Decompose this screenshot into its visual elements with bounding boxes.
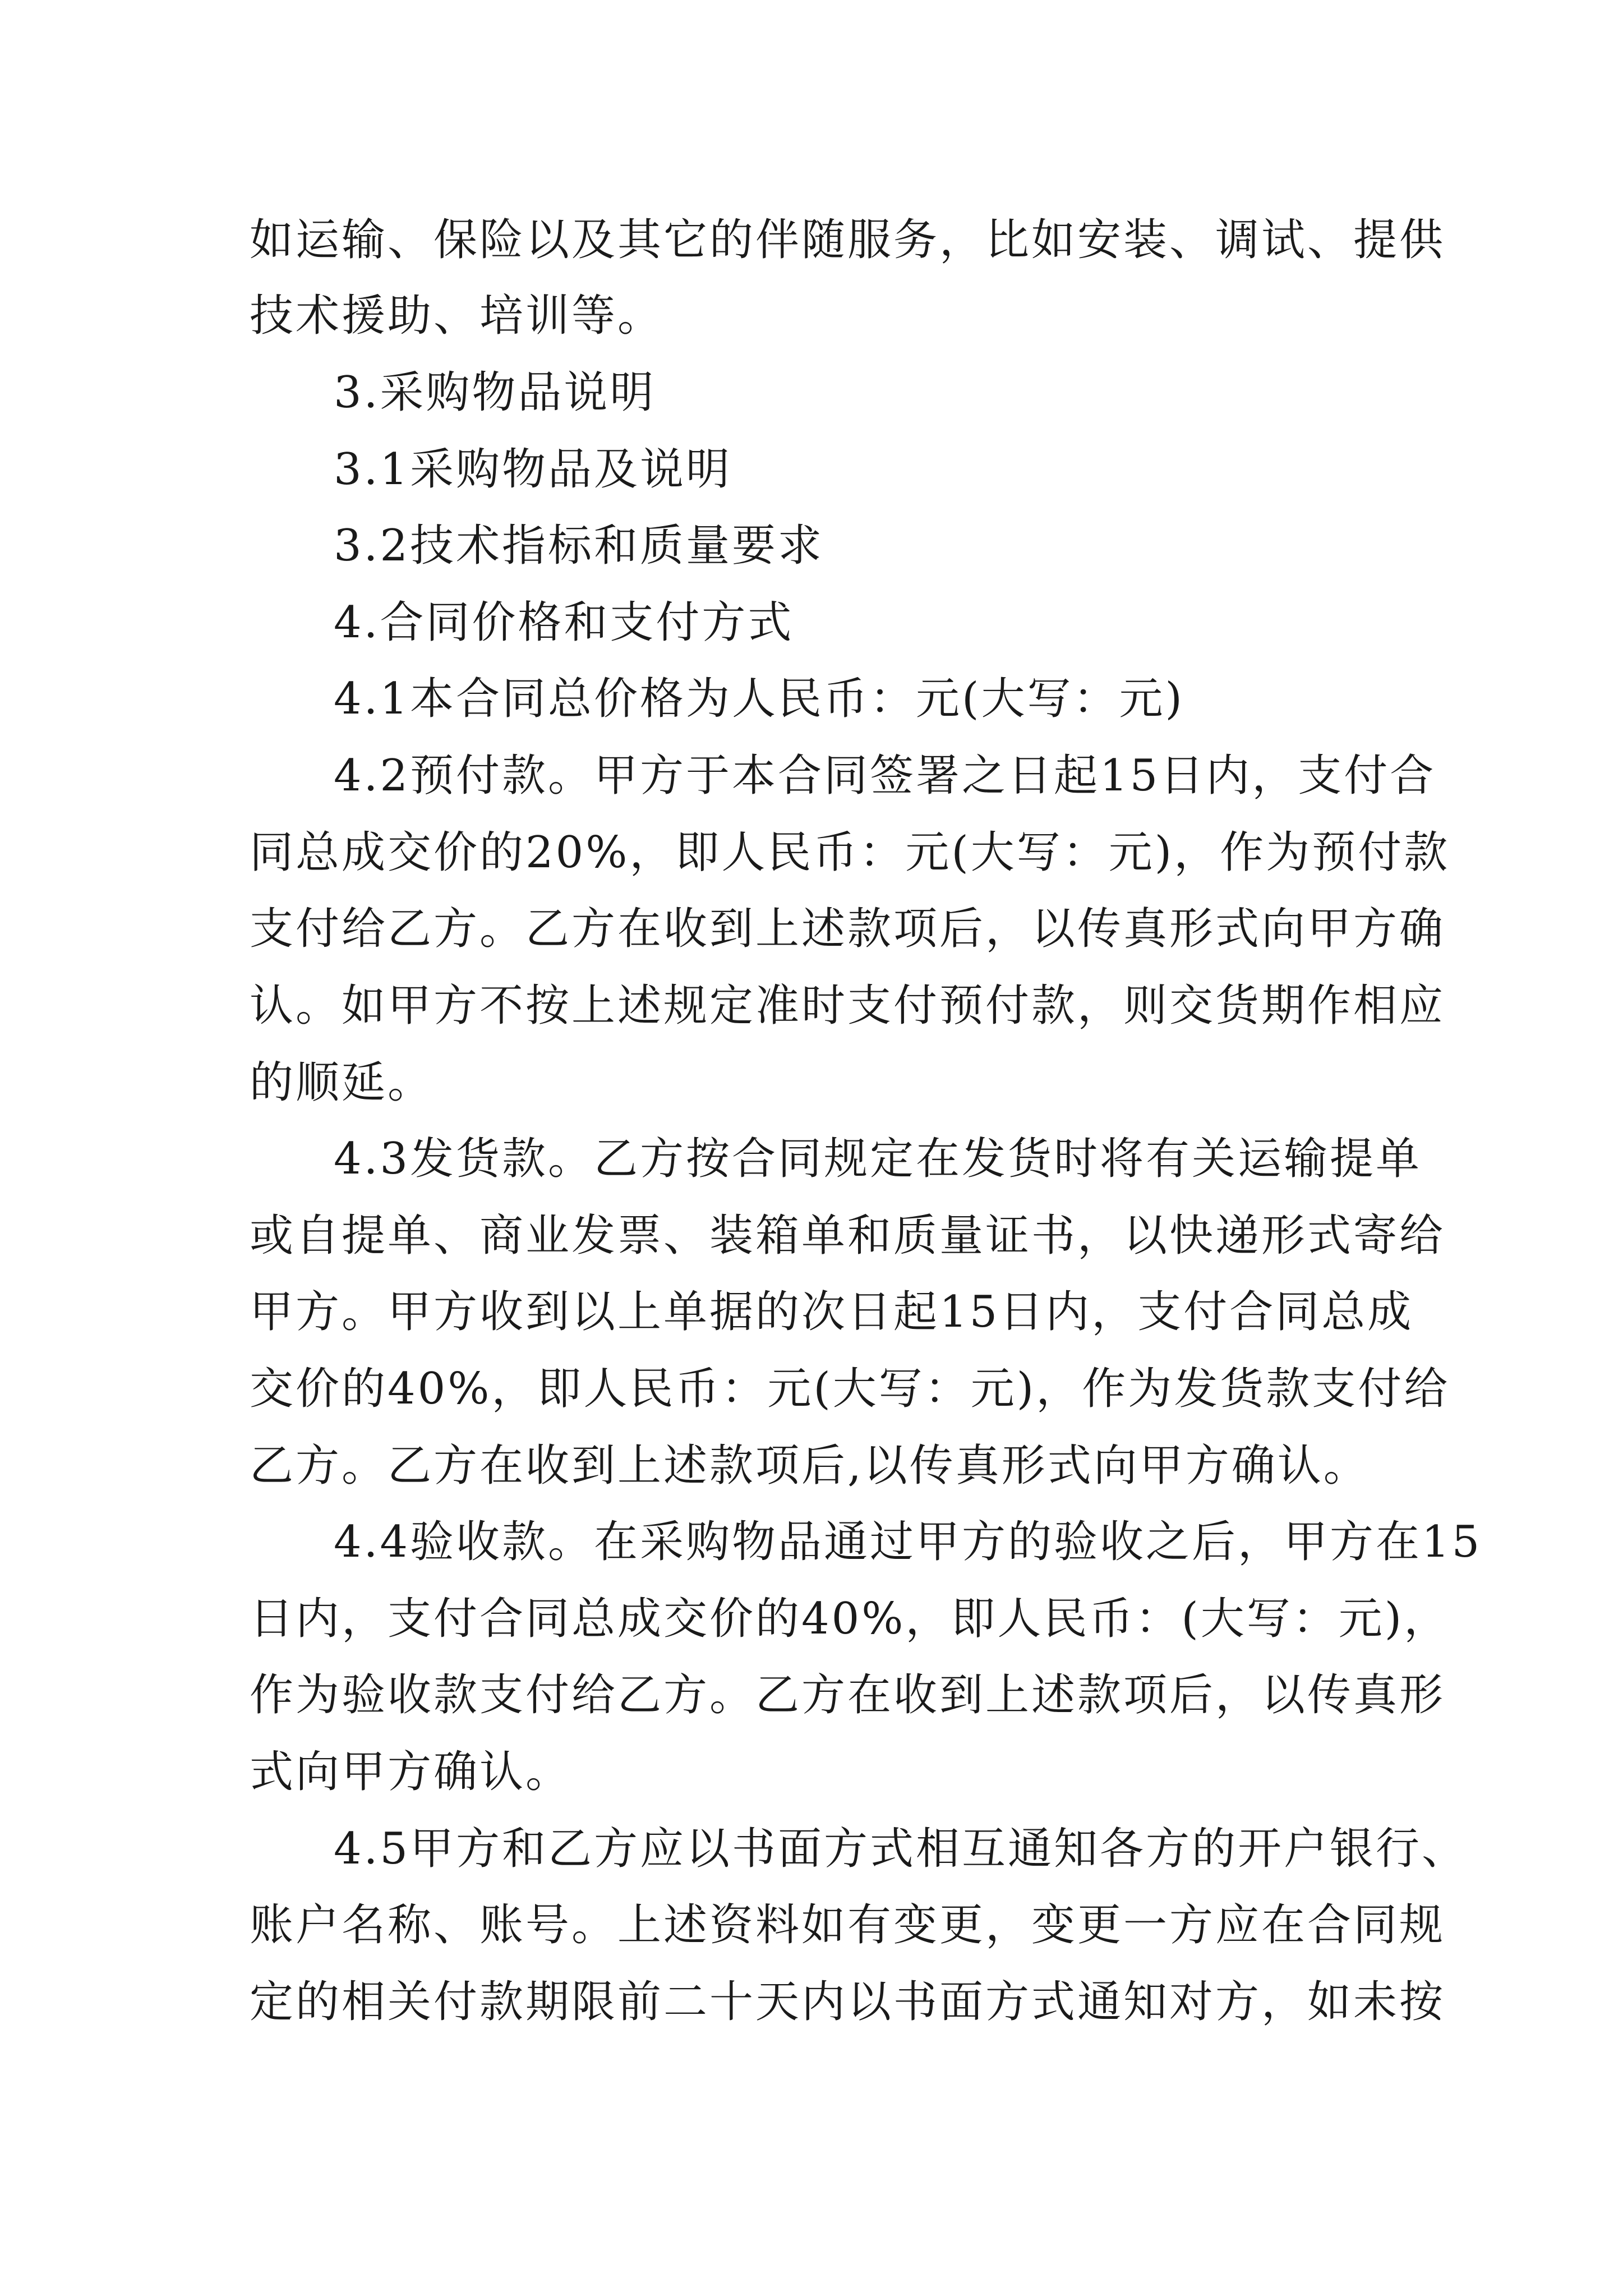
paragraph-line: 日内，支付合同总成交价的40%，即人民币：(大写：元)， bbox=[250, 1594, 1450, 1644]
paragraph-line: 交价的40%，即人民币：元(大写：元)，作为发货款支付给 bbox=[250, 1364, 1450, 1414]
paragraph-line: 如运输、保险以及其它的伴随服务，比如安装、调试、提供 bbox=[250, 215, 1446, 265]
paragraph-line: 4.1本合同总价格为人民币：元(大写：元) bbox=[334, 674, 1184, 724]
paragraph-line: 4.4验收款。在采购物品通过甲方的验收之后，甲方在15 bbox=[334, 1517, 1482, 1567]
paragraph-line: 乙方。乙方在收到上述款项后,以传真形式向甲方确认。 bbox=[250, 1441, 1370, 1491]
section-heading: 3.采购物品说明 bbox=[334, 367, 656, 418]
paragraph-line: 式向甲方确认。 bbox=[250, 1747, 572, 1797]
paragraph-line: 同总成交价的20%，即人民币：元(大写：元)，作为预付款 bbox=[250, 827, 1450, 878]
section-heading: 4.合同价格和支付方式 bbox=[334, 597, 794, 648]
paragraph-line: 技术援助、培训等。 bbox=[250, 291, 664, 341]
paragraph-line: 4.5甲方和乙方应以书面方式相互通知各方的开户银行、 bbox=[334, 1824, 1468, 1874]
paragraph-line: 定的相关付款期限前二十天内以书面方式通知对方，如未按 bbox=[250, 1977, 1446, 2027]
section-heading: 3.2技术指标和质量要求 bbox=[334, 521, 824, 571]
paragraph-line: 的顺延。 bbox=[250, 1057, 434, 1108]
paragraph-line: 认。如甲方不按上述规定准时支付预付款，则交货期作相应 bbox=[250, 981, 1446, 1031]
paragraph-line: 甲方。甲方收到以上单据的次日起15日内，支付合同总成 bbox=[250, 1287, 1414, 1337]
paragraph-line: 4.3发货款。乙方按合同规定在发货时将有关运输提单 bbox=[334, 1134, 1422, 1184]
paragraph-line: 支付给乙方。乙方在收到上述款项后，以传真形式向甲方确 bbox=[250, 904, 1446, 954]
paragraph-line: 账户名称、账号。上述资料如有变更，变更一方应在合同规 bbox=[250, 1900, 1446, 1950]
paragraph-line: 4.2预付款。甲方于本合同签署之日起15日内，支付合 bbox=[334, 751, 1436, 801]
paragraph-line: 或自提单、商业发票、装箱单和质量证书，以快递形式寄给 bbox=[250, 1211, 1446, 1261]
section-heading: 3.1采购物品及说明 bbox=[334, 444, 732, 495]
paragraph-line: 作为验收款支付给乙方。乙方在收到上述款项后，以传真形 bbox=[250, 1670, 1446, 1720]
